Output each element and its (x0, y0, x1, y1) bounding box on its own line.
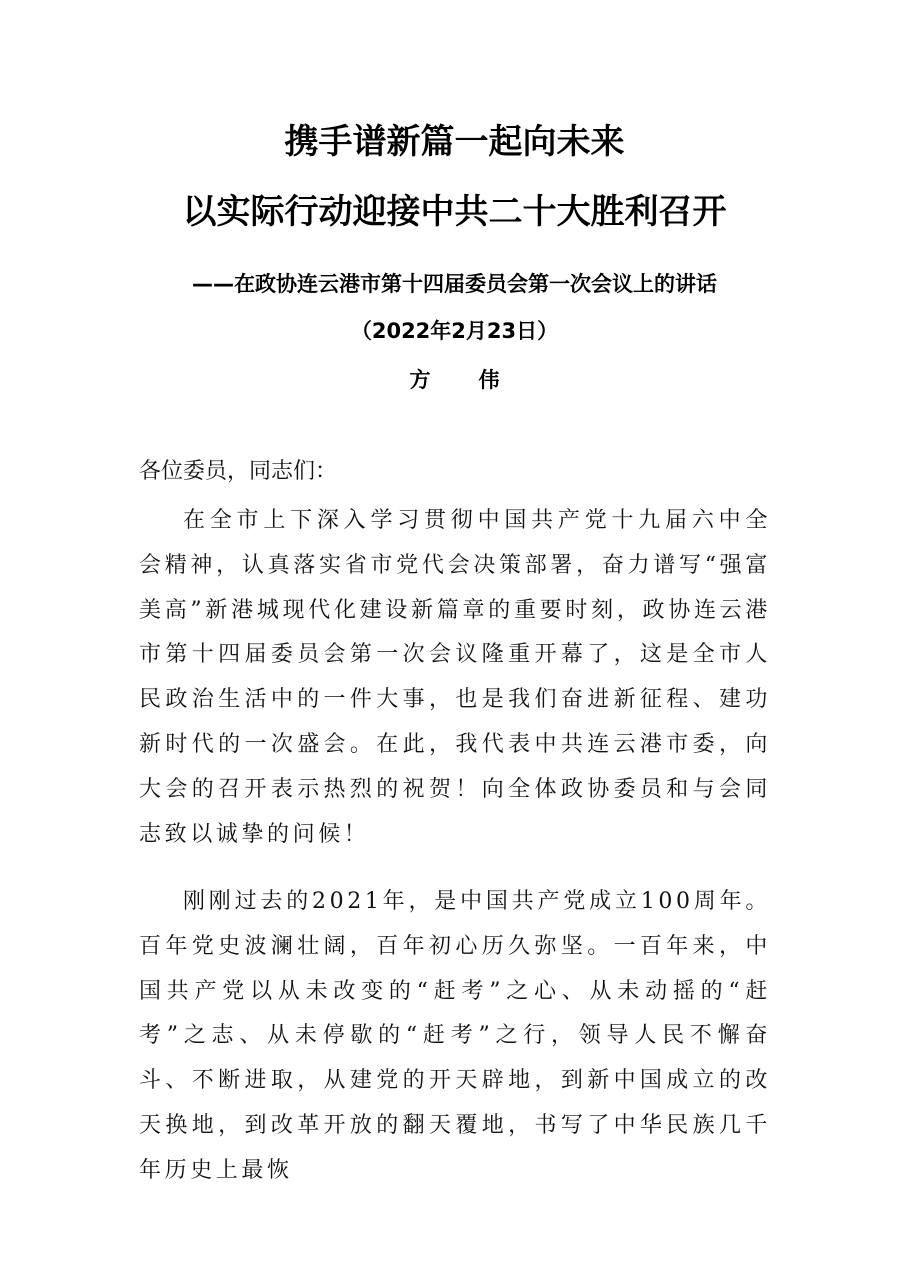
speech-subtitle: ——在政协连云港市第十四届委员会第一次会议上的讲话 (192, 272, 717, 296)
body-paragraph-2: 刚刚过去的2021年，是中国共产党成立100周年。百年党史波澜壮阔，百年初心历久弥坚。一百年来，中国共产党以从未改变的“赶考”之心、从未动摇的“赶考”之志、从未停歇的“赶考”之行，领导人民不懈奋斗、不断进取，从建党的开天辟地，到新中国成立的改天换地，到改革开放的翻天覆地，书写了中华民族几千年历史上最恢 (139, 889, 771, 1183)
document-title-line-1: 携手谱新篇一起向未来 (284, 122, 625, 162)
salutation: 各位委员，同志们： (139, 459, 338, 484)
speech-date: （2022年2月23日） (350, 319, 559, 343)
document-title-line-2: 以实际行动迎接中共二十大胜利召开 (182, 192, 727, 232)
author-name: 方伟 (409, 368, 548, 392)
body-paragraph-1: 在全市上下深入学习贯彻中国共产党十九届六中全会精神，认真落实省市党代会决策部署，奋力谱写“强富美高”新港城现代化建设新篇章的重要时刻，政协连云港市第十四届委员会第一次会议隆重开幕了，这是全市人民政治生活中的一件大事，也是我们奋进新征程、建功新时代的一次盛会。在此，我代表中共连云港市委，向大会的召开表示热烈的祝贺！向全体政协委员和与会同志致以诚挚的问候！ (139, 508, 771, 847)
